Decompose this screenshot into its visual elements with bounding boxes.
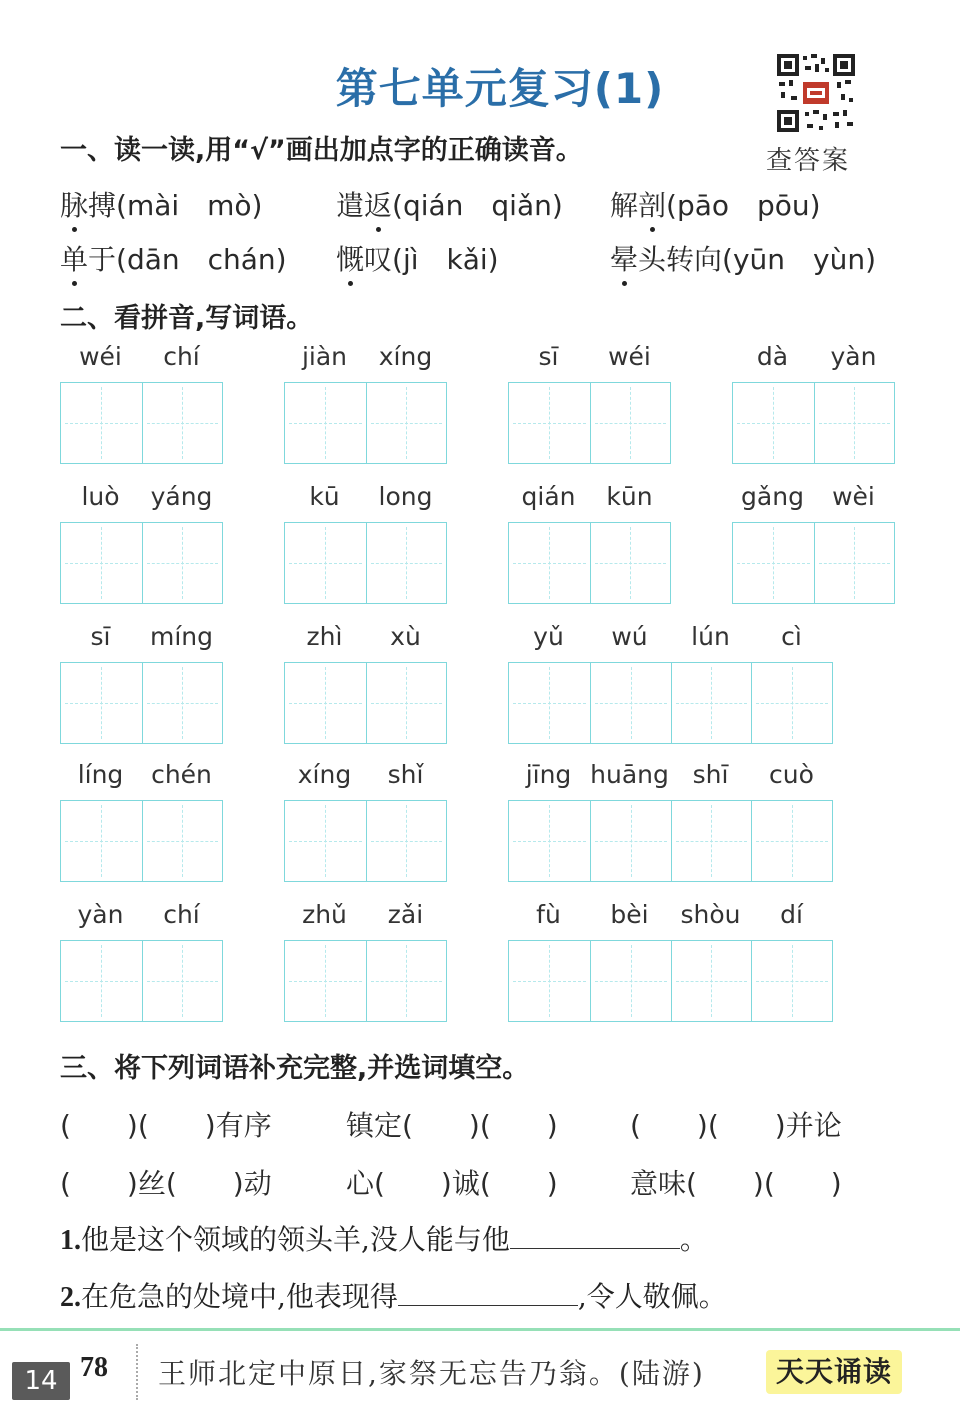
writing-cell[interactable] [814,523,895,603]
writing-grid [60,800,223,882]
writing-cell[interactable] [509,663,590,743]
pinyin-label: chí [163,900,200,929]
writing-grid [60,662,223,744]
pinyin-label: luò [81,482,120,511]
pinyin-label: yàn [830,342,877,371]
writing-cell[interactable] [366,383,447,463]
word-group [508,622,833,744]
writing-cell[interactable] [285,383,366,463]
writing-cell[interactable] [366,523,447,603]
writing-cell[interactable] [366,663,447,743]
writing-grid [284,940,447,1022]
writing-grid [732,382,895,464]
pinyin-label: qián [521,482,576,511]
word-group [60,482,223,604]
section3-heading: 三、将下列词语补充完整,并选词填空。 [60,1053,530,1084]
reading-item: 慨叹(jì kǎi) [336,238,499,278]
writing-grid [732,522,895,604]
qr-label: 查答案 [766,146,851,176]
sentence-2: 2.在危急的处境中,他表现得 ,令人敬佩。 [60,1280,727,1313]
answer-blank[interactable] [398,1281,578,1306]
fill-in-phrase[interactable]: ( )( )并论 [630,1109,842,1142]
writing-cell[interactable] [142,941,223,1021]
writing-cell[interactable] [509,383,590,463]
fill-in-phrase[interactable]: 镇定( )( ) [346,1109,558,1142]
fill-in-phrase[interactable]: 意味( )( ) [630,1167,842,1200]
writing-cell[interactable] [590,801,671,881]
writing-cell[interactable] [671,801,752,881]
section1-heading: 一、读一读,用“√”画出加点字的正确读音。 [60,135,583,166]
word-group [284,482,447,604]
page-title: 第七单元复习(1) [335,64,665,113]
word-group [284,622,447,744]
pinyin-label: zhǔ [302,900,347,929]
pinyin-label: wèi [832,482,875,511]
writing-cell[interactable] [61,941,142,1021]
reading-item: 晕头转向(yūn yùn) [610,238,876,278]
pinyin-label: long [378,482,433,511]
writing-cell[interactable] [733,383,814,463]
pinyin-label: chén [151,760,212,789]
pinyin-label: wéi [79,342,122,371]
writing-grid [60,382,223,464]
word-group [284,342,447,464]
writing-cell[interactable] [61,523,142,603]
writing-cell[interactable] [751,801,832,881]
reading-item: 遣返(qián qiǎn) [336,184,563,224]
writing-cell[interactable] [509,801,590,881]
writing-cell[interactable] [142,383,223,463]
writing-cell[interactable] [61,663,142,743]
pinyin-label: jiàn [301,342,348,371]
writing-cell[interactable] [142,523,223,603]
writing-cell[interactable] [509,523,590,603]
writing-grid [284,662,447,744]
pinyin-label: xíng [378,342,433,371]
pinyin-label: jīng [525,760,572,789]
reading-item: 单于(dān chán) [60,238,287,278]
writing-cell[interactable] [509,941,590,1021]
writing-cell[interactable] [590,663,671,743]
page-number: 78 [80,1352,108,1383]
pinyin-label: xíng [297,760,352,789]
word-group [508,900,833,1022]
pinyin-label: chí [163,342,200,371]
word-group [732,342,895,464]
writing-cell[interactable] [366,941,447,1021]
answer-blank[interactable] [510,1224,680,1249]
writing-cell[interactable] [285,801,366,881]
pinyin-label: bèi [610,900,649,929]
pinyin-label: cì [781,622,802,651]
fill-in-phrase[interactable]: ( )( )有序 [60,1109,272,1142]
writing-cell[interactable] [590,383,671,463]
pinyin-label: zǎi [387,900,424,929]
writing-grid [60,522,223,604]
writing-grid [508,662,833,744]
pinyin-label: shòu [680,900,741,929]
pinyin-label: míng [149,622,213,651]
writing-grid [60,940,223,1022]
daily-poem: 王师北定中原日,家祭无忘告乃翁。(陆游) [158,1357,705,1390]
pinyin-label: dí [780,900,803,929]
sentence-1: 1.他是这个领域的领头羊,没人能与他 。 [60,1223,708,1256]
pinyin-label: fù [536,900,561,929]
pinyin-label: xù [390,622,421,651]
daily-reading-tag: 天天诵读 [766,1350,902,1394]
word-group [508,482,671,604]
writing-grid [284,522,447,604]
pinyin-label: gǎng [741,482,804,511]
pinyin-label: líng [77,760,124,789]
reading-item: 解剖(pāo pōu) [610,184,821,224]
pinyin-label: lún [691,622,730,651]
word-group [60,900,223,1022]
pinyin-label: cuò [769,760,814,789]
word-group [508,760,833,882]
word-group [284,900,447,1022]
pinyin-label: sī [90,622,111,651]
writing-grid [508,940,833,1022]
pinyin-label: kū [309,482,340,511]
word-group [284,760,447,882]
pinyin-label: wéi [608,342,651,371]
writing-grid [284,800,447,882]
writing-cell[interactable] [285,663,366,743]
writing-cell[interactable] [142,801,223,881]
pinyin-label: yǔ [533,622,564,651]
word-group [60,760,223,882]
pinyin-label: wú [611,622,648,651]
pinyin-label: sī [538,342,559,371]
word-group [60,342,223,464]
word-group [508,342,671,464]
pinyin-label: yàn [77,900,124,929]
unit-badge: 14 [12,1362,70,1400]
writing-cell[interactable] [61,801,142,881]
pinyin-label: kūn [606,482,653,511]
writing-grid [508,382,671,464]
pinyin-label: zhì [306,622,343,651]
writing-cell[interactable] [751,941,832,1021]
pinyin-label: shǐ [387,760,424,789]
pinyin-label: yáng [150,482,213,511]
word-group [60,622,223,744]
writing-cell[interactable] [61,383,142,463]
writing-cell[interactable] [751,663,832,743]
reading-item: 脉搏(mài mò) [60,184,262,224]
fill-in-phrase[interactable]: 心( )诚( ) [346,1167,558,1200]
writing-grid [508,522,671,604]
footer-separator [136,1344,138,1400]
writing-cell[interactable] [590,523,671,603]
word-group [732,482,895,604]
fill-in-phrase[interactable]: ( )丝( )动 [60,1167,272,1200]
writing-cell[interactable] [590,941,671,1021]
pinyin-label: dà [756,342,789,371]
writing-cell[interactable] [671,941,752,1021]
writing-cell[interactable] [285,941,366,1021]
writing-cell[interactable] [671,663,752,743]
qr-code-icon[interactable] [775,52,857,134]
writing-grid [284,382,447,464]
section2-heading: 二、看拼音,写词语。 [60,303,314,334]
writing-cell[interactable] [733,523,814,603]
pinyin-label: huāng [590,760,669,789]
footer-divider [0,1328,960,1331]
writing-cell[interactable] [366,801,447,881]
writing-cell[interactable] [814,383,895,463]
pinyin-label: shī [692,760,729,789]
writing-grid [508,800,833,882]
writing-cell[interactable] [142,663,223,743]
writing-cell[interactable] [285,523,366,603]
